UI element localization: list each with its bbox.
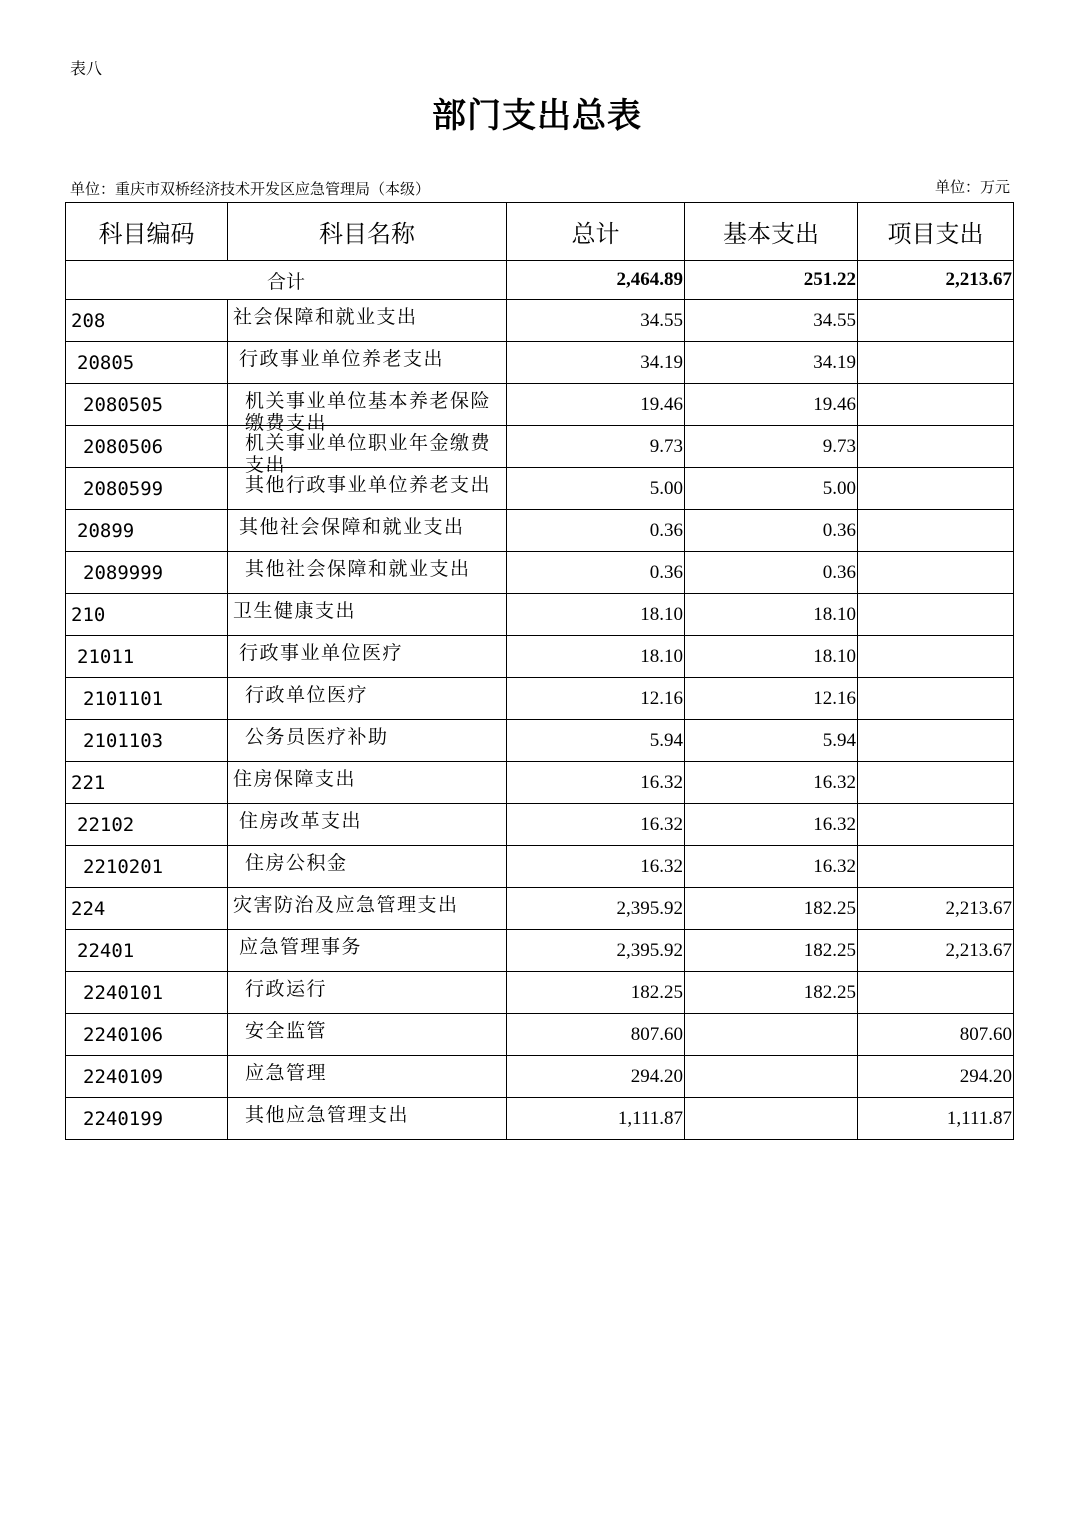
row-code: 22401 [66, 930, 228, 972]
row-project [858, 804, 1014, 846]
table-row [66, 1056, 1014, 1098]
header-name: 科目名称 [228, 203, 507, 261]
row-name-text: 灾害防治及应急管理支出 [233, 894, 459, 916]
row-code: 221 [66, 762, 228, 804]
row-name-text: 行政事业单位养老支出 [239, 348, 445, 370]
row-name-text: 住房保障支出 [233, 768, 357, 790]
row-name-text: 应急管理 [245, 1062, 328, 1084]
row-code: 2101101 [66, 678, 228, 720]
row-name-text: 行政运行 [245, 978, 328, 1000]
table-row [66, 804, 1014, 846]
row-code: 208 [66, 300, 228, 342]
row-basic: 182.25 [685, 888, 858, 930]
row-name [228, 636, 507, 678]
row-name [228, 1098, 507, 1140]
row-project [858, 972, 1014, 1014]
row-code: 20805 [66, 342, 228, 384]
row-project: 807.60 [858, 1014, 1014, 1056]
row-project [858, 594, 1014, 636]
row-basic: 0.36 [685, 510, 858, 552]
row-project [858, 678, 1014, 720]
total-row [66, 261, 1014, 300]
row-total: 294.20 [507, 1056, 685, 1098]
row-name [228, 804, 507, 846]
row-name [228, 930, 507, 972]
row-code: 2210201 [66, 846, 228, 888]
table-row [66, 384, 1014, 426]
row-basic: 5.94 [685, 720, 858, 762]
table-row [66, 720, 1014, 762]
row-basic: 16.32 [685, 804, 858, 846]
row-code: 22102 [66, 804, 228, 846]
row-total: 16.32 [507, 846, 685, 888]
row-total: 9.73 [507, 426, 685, 468]
row-name [228, 972, 507, 1014]
row-name-text: 其他社会保障和就业支出 [239, 516, 465, 538]
table-row [66, 678, 1014, 720]
row-name [228, 678, 507, 720]
row-basic: 16.32 [685, 762, 858, 804]
row-name [228, 594, 507, 636]
row-total: 12.16 [507, 678, 685, 720]
table-number-label: 表八 [70, 59, 103, 78]
row-total: 16.32 [507, 762, 685, 804]
row-name [228, 384, 507, 434]
table-row [66, 552, 1014, 594]
row-project: 2,213.67 [858, 888, 1014, 930]
row-basic: 18.10 [685, 594, 858, 636]
row-project [858, 720, 1014, 762]
row-code: 2101103 [66, 720, 228, 762]
row-project [858, 342, 1014, 384]
row-name-text: 卫生健康支出 [233, 600, 357, 622]
row-name-text: 公务员医疗补助 [245, 726, 389, 748]
row-total: 1,111.87 [507, 1098, 685, 1140]
row-basic [685, 1098, 858, 1140]
table-row [66, 426, 1014, 468]
row-total: 34.19 [507, 342, 685, 384]
table-row [66, 762, 1014, 804]
row-project [858, 426, 1014, 468]
row-total: 16.32 [507, 804, 685, 846]
row-name-text: 其他社会保障和就业支出 [245, 558, 471, 580]
row-code: 224 [66, 888, 228, 930]
table-row [66, 930, 1014, 972]
row-basic [685, 1014, 858, 1056]
row-basic: 34.19 [685, 342, 858, 384]
row-total: 0.36 [507, 552, 685, 594]
row-total: 2,395.92 [507, 930, 685, 972]
row-basic: 19.46 [685, 384, 858, 426]
row-name [228, 888, 507, 930]
row-name [228, 720, 507, 762]
table-row [66, 342, 1014, 384]
row-project: 1,111.87 [858, 1098, 1014, 1140]
row-project [858, 552, 1014, 594]
row-total: 807.60 [507, 1014, 685, 1056]
row-total: 0.36 [507, 510, 685, 552]
row-basic: 18.10 [685, 636, 858, 678]
row-name-text: 机关事业单位职业年金缴费支出 [245, 432, 492, 476]
currency-unit-label: 单位：万元 [934, 178, 1010, 196]
page-title: 部门支出总表 [432, 96, 642, 136]
row-name-text: 住房公积金 [245, 852, 348, 874]
row-name [228, 1014, 507, 1056]
table-header-row [66, 203, 1014, 261]
row-project: 2,213.67 [858, 930, 1014, 972]
row-basic [685, 1056, 858, 1098]
row-code: 2089999 [66, 552, 228, 594]
total-total: 2,464.89 [507, 261, 685, 300]
row-code: 2240106 [66, 1014, 228, 1056]
row-basic: 34.55 [685, 300, 858, 342]
row-project [858, 762, 1014, 804]
row-code: 2080599 [66, 468, 228, 510]
row-name [228, 300, 507, 342]
row-name [228, 846, 507, 888]
row-code: 210 [66, 594, 228, 636]
row-code: 2240199 [66, 1098, 228, 1140]
table-row [66, 636, 1014, 678]
table-row [66, 972, 1014, 1014]
table-row [66, 468, 1014, 510]
row-code: 2080506 [66, 426, 228, 468]
row-code: 2080505 [66, 384, 228, 426]
table-row [66, 846, 1014, 888]
row-code: 2240101 [66, 972, 228, 1014]
row-total: 5.94 [507, 720, 685, 762]
row-total: 19.46 [507, 384, 685, 426]
row-total: 2,395.92 [507, 888, 685, 930]
total-project: 2,213.67 [858, 261, 1014, 300]
table-row [66, 300, 1014, 342]
row-project [858, 468, 1014, 510]
row-project [858, 510, 1014, 552]
header-basic: 基本支出 [685, 203, 858, 261]
row-name-text: 住房改革支出 [239, 810, 363, 832]
total-basic: 251.22 [685, 261, 858, 300]
organization-unit-label: 单位：重庆市双桥经济技术开发区应急管理局（本级） [70, 180, 431, 198]
row-project [858, 846, 1014, 888]
row-name [228, 1056, 507, 1098]
row-name-text: 机关事业单位基本养老保险缴费支出 [245, 390, 492, 434]
row-code: 20899 [66, 510, 228, 552]
row-basic: 9.73 [685, 426, 858, 468]
row-project [858, 384, 1014, 426]
row-code: 21011 [66, 636, 228, 678]
table-row [66, 510, 1014, 552]
row-project [858, 300, 1014, 342]
row-basic: 5.00 [685, 468, 858, 510]
row-name-text: 其他行政事业单位养老支出 [245, 474, 492, 496]
row-basic: 12.16 [685, 678, 858, 720]
row-basic: 182.25 [685, 930, 858, 972]
row-basic: 182.25 [685, 972, 858, 1014]
row-project [858, 636, 1014, 678]
row-name [228, 342, 507, 384]
row-total: 18.10 [507, 636, 685, 678]
header-total: 总计 [507, 203, 685, 261]
row-name [228, 510, 507, 552]
row-total: 18.10 [507, 594, 685, 636]
row-name [228, 552, 507, 594]
row-name-text: 安全监管 [245, 1020, 328, 1042]
row-name-text: 行政单位医疗 [245, 684, 369, 706]
table-row [66, 888, 1014, 930]
row-total: 182.25 [507, 972, 685, 1014]
row-total: 34.55 [507, 300, 685, 342]
table-row [66, 1014, 1014, 1056]
row-name-text: 行政事业单位医疗 [239, 642, 404, 664]
row-name [228, 426, 507, 476]
row-name-text: 其他应急管理支出 [245, 1104, 410, 1126]
row-name [228, 468, 507, 510]
row-code: 2240109 [66, 1056, 228, 1098]
table-row [66, 1098, 1014, 1140]
row-name-text: 社会保障和就业支出 [233, 306, 418, 328]
row-total: 5.00 [507, 468, 685, 510]
row-name [228, 762, 507, 804]
header-project: 项目支出 [858, 203, 1014, 261]
row-basic: 16.32 [685, 846, 858, 888]
row-basic: 0.36 [685, 552, 858, 594]
row-project: 294.20 [858, 1056, 1014, 1098]
table-row [66, 594, 1014, 636]
expenditure-table [65, 202, 1014, 1140]
row-name-text: 应急管理事务 [239, 936, 363, 958]
total-label: 合计 [66, 261, 507, 300]
header-code: 科目编码 [66, 203, 228, 261]
